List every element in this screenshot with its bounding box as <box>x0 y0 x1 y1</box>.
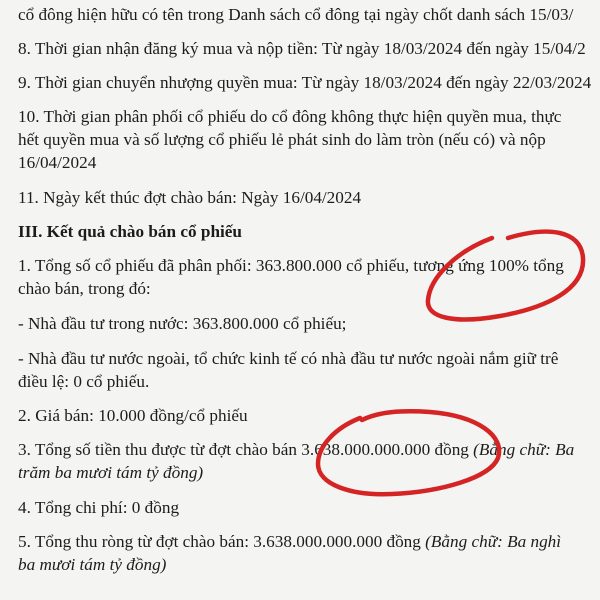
result-item-3-line-2: trăm ba mươi tám tỷ đồng) <box>18 463 204 482</box>
result-item-4: 4. Tổng chi phí: 0 đồng <box>18 498 180 517</box>
section-heading-iii: III. Kết quả chào bán cổ phiếu <box>18 222 242 241</box>
proceeds-label: 3. Tổng số tiền thu được từ đợt chào bán <box>18 440 297 459</box>
result-item-5-line-1 <box>18 531 561 553</box>
result-item-1-line-1: 1. Tổng số cổ phiếu đã phân phối: 363.800.000 cổ phiếu, tương ứng 100% tổng <box>18 256 564 275</box>
item-9: 9. Thời gian chuyển nhượng quyền mua: Từ ngày 18/03/2024 đến ngày 22/03/2024 <box>18 73 592 92</box>
result-item-3-line-1 <box>18 439 574 461</box>
proceeds-in-words: (Bằng chữ: Ba <box>473 440 575 459</box>
net-proceeds-in-words: (Bằng chữ: Ba nghì <box>425 532 562 551</box>
proceeds-amount: 3.638.000.000.000 đồng <box>301 440 469 459</box>
item-10-line-3: 16/04/2024 <box>18 153 97 172</box>
domestic-investors: - Nhà đầu tư trong nước: 363.800.000 cổ phiếu; <box>18 314 347 333</box>
item-11: 11. Ngày kết thúc đợt chào bán: Ngày 16/04/2024 <box>18 188 362 207</box>
net-proceeds-label: 5. Tổng thu ròng từ đợt chào bán: 3.638.000.000.000 đồng <box>18 532 421 551</box>
item-10-line-2: hết quyền mua và số lượng cổ phiếu lẻ phát sinh do làm tròn (nếu có) và nộp <box>18 130 546 149</box>
item-10-line-1: 10. Thời gian phân phối cổ phiếu do cổ đông không thực hiện quyền mua, thực <box>18 107 562 126</box>
result-item-2: 2. Giá bán: 10.000 đồng/cổ phiếu <box>18 406 248 425</box>
foreign-investors-line-2: điều lệ: 0 cổ phiếu. <box>18 372 150 391</box>
text-line-1: cổ đông hiện hữu có tên trong Danh sách cổ đông tại ngày chốt danh sách 15/03/ <box>18 5 574 24</box>
result-item-5-line-2: ba mươi tám tỷ đồng) <box>18 555 167 574</box>
result-item-1-line-2: chào bán, trong đó: <box>18 279 151 298</box>
foreign-investors-line-1: - Nhà đầu tư nước ngoài, tổ chức kinh tế có nhà đầu tư nước ngoài nắm giữ trê <box>18 349 559 368</box>
item-8: 8. Thời gian nhận đăng ký mua và nộp tiền: Từ ngày 18/03/2024 đến ngày 15/04/2 <box>18 39 586 58</box>
